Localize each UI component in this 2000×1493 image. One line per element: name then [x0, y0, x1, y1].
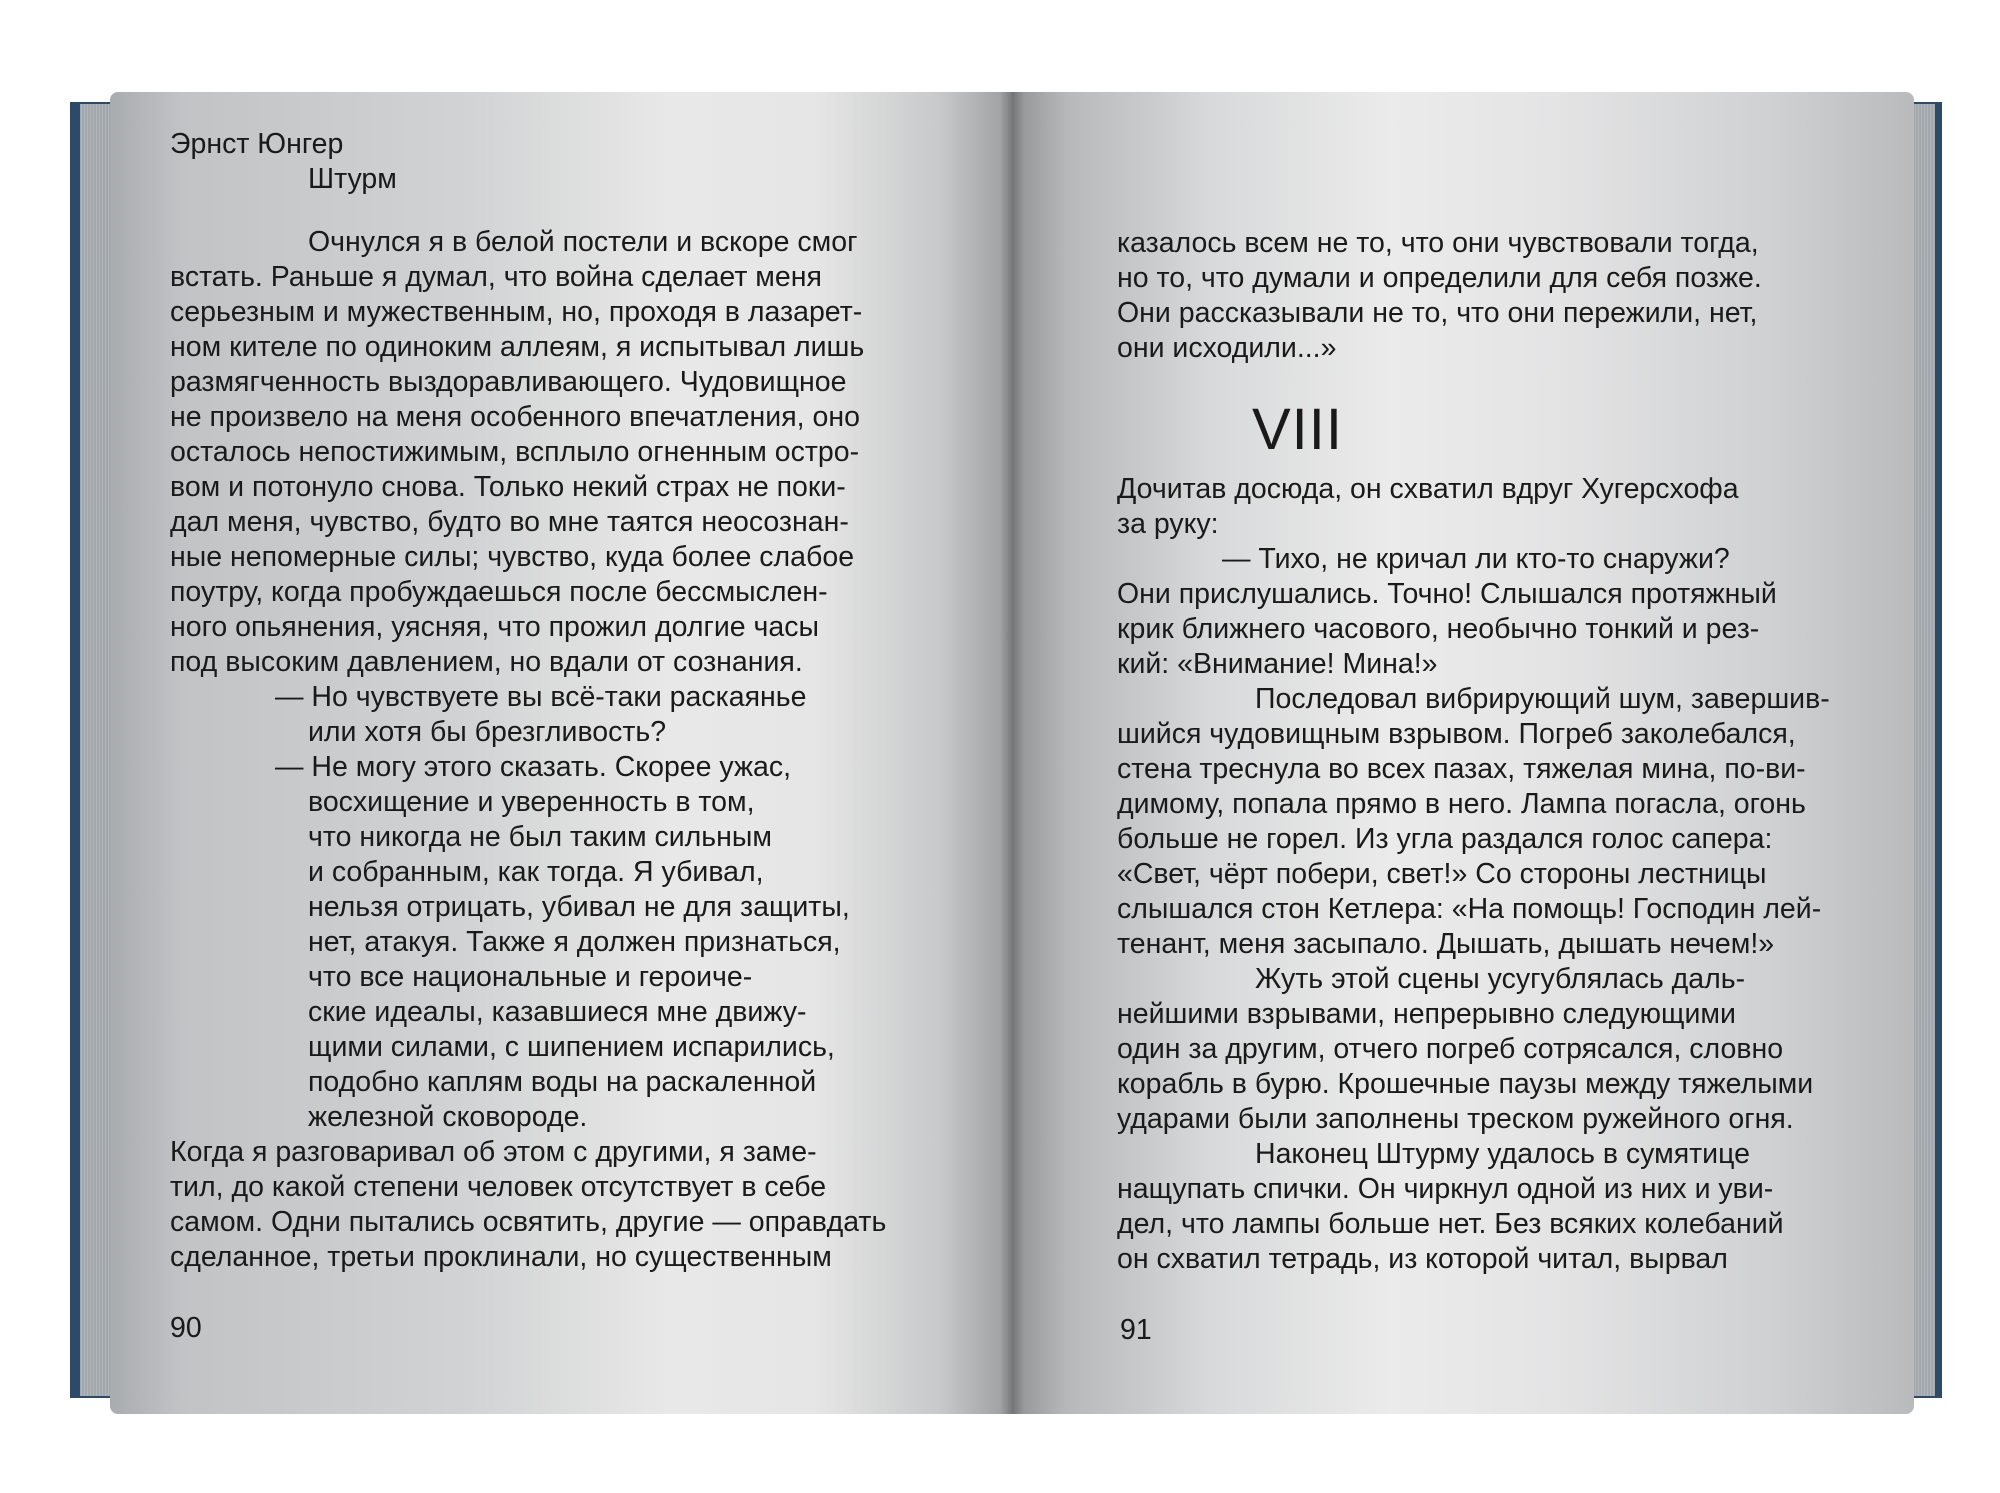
- text-line: вом и потонуло снова. Только некий страх не поки-: [170, 471, 846, 503]
- dialogue-line: — Но чувствуете вы всё-таки раскаянье: [275, 681, 807, 713]
- dialogue-line: щими силами, с шипением испарились,: [308, 1031, 835, 1063]
- text-line: димому, попала прямо в него. Лампа погасла, огонь: [1117, 788, 1806, 820]
- text-line: сделанное, третьи проклинали, но существенным: [170, 1241, 832, 1273]
- dialogue-line: ские идеалы, казавшиеся мне движу-: [308, 996, 807, 1028]
- text-line: Наконец Штурму удалось в сумятице: [1255, 1138, 1750, 1170]
- dialogue-line: — Не могу этого сказать. Скорее ужас,: [275, 751, 792, 783]
- text-line: Последовал вибрирующий шум, завершив-: [1255, 683, 1830, 715]
- text-line: он схватил тетрадь, из которой читал, вырвал: [1117, 1243, 1728, 1275]
- right-page: [1012, 92, 1914, 1414]
- text-line: Дочитав досюда, он схватил вдруг Хугерсхофа: [1117, 473, 1739, 505]
- text-line: стена треснула во всех пазах, тяжелая мина, по-ви-: [1117, 753, 1806, 785]
- dialogue-line: нет, атакуя. Также я должен признаться,: [308, 926, 841, 958]
- page-number-left: 90: [170, 1312, 202, 1344]
- text-line: слышался стон Кетлера: «На помощь! Господин лей-: [1117, 893, 1822, 925]
- dialogue-line: или хотя бы брезгливость?: [308, 716, 667, 748]
- left-body-text: [170, 225, 886, 1275]
- text-line: дал меня, чувство, будто во мне таятся неосознан-: [170, 506, 849, 538]
- text-line: нейшими взрывами, непрерывно следующими: [1117, 998, 1736, 1030]
- dialogue-line: и собранным, как тогда. Я убивал,: [308, 856, 764, 888]
- text-line: Жуть этой сцены усугублялась даль-: [1255, 963, 1746, 995]
- text-line: осталось непостижимым, всплыло огненным остро-: [170, 436, 860, 468]
- text-line: нащупать спички. Он чиркнул одной из них и уви-: [1117, 1173, 1774, 1205]
- text-line: Очнулся я в белой постели и вскоре смог: [308, 226, 858, 258]
- text-line: за руку:: [1117, 508, 1219, 540]
- text-line: ударами были заполнены треском ружейного огня.: [1117, 1103, 1794, 1135]
- running-head-title: Штурм: [308, 163, 397, 195]
- dialogue-line: восхищение и уверенность в том,: [308, 786, 755, 818]
- right-body-text-top: [1117, 226, 1762, 366]
- text-line: ные непомерные силы; чувство, куда более слабое: [170, 541, 855, 573]
- text-line: самом. Одни пытались освятить, другие — оправдать: [170, 1206, 887, 1238]
- text-line: «Свет, чёрт побери, свет!» Со стороны лестницы: [1117, 858, 1767, 890]
- text-line: Они прислушались. Точно! Слышался протяжный: [1117, 578, 1777, 610]
- text-line: поутру, когда пробуждаешься после бессмыслен-: [170, 576, 828, 608]
- running-head-author: Эрнст Юнгер: [170, 128, 344, 160]
- dialogue-line: нельзя отрицать, убивал не для защиты,: [308, 891, 850, 923]
- text-line: шийся чудовищным взрывом. Погреб заколебался,: [1117, 718, 1796, 750]
- left-page: [110, 92, 1012, 1414]
- text-line: тенант, меня засыпало. Дышать, дышать нечем!»: [1117, 928, 1775, 960]
- dialogue-line: железной сковороде.: [308, 1101, 588, 1133]
- text-line: серьезным и мужественным, но, проходя в лазарет-: [170, 296, 863, 328]
- text-line: дел, что лампы больше нет. Без всяких колебаний: [1117, 1208, 1784, 1240]
- text-line: казалось всем не то, что они чувствовали тогда,: [1117, 227, 1759, 259]
- text-line: кий: «Внимание! Мина!»: [1117, 648, 1438, 680]
- text-line: размягченность выздоравливающего. Чудовищное: [170, 366, 847, 398]
- text-line: один за другим, отчего погреб сотрясался, словно: [1117, 1033, 1784, 1065]
- text-line: не произвело на меня особенного впечатления, оно: [170, 401, 860, 433]
- dialogue-line: что никогда не был таким сильным: [308, 821, 772, 853]
- text-line: корабль в бурю. Крошечные паузы между тяжелыми: [1117, 1068, 1814, 1100]
- page-number-right: 91: [1120, 1314, 1152, 1346]
- text-line: тил, до какой степени человек отсутствует в себе: [170, 1171, 827, 1203]
- text-line: встать. Раньше я думал, что война сделает меня: [170, 261, 822, 293]
- text-line: но то, что думали и определили для себя позже.: [1117, 262, 1762, 294]
- dialogue-line: что все национальные и героиче-: [308, 961, 753, 993]
- text-line: ного опьянения, уясняя, что прожил долгие часы: [170, 611, 819, 643]
- book-spine-gutter: [1000, 92, 1024, 1414]
- dialogue-line: подобно каплям воды на раскаленной: [308, 1066, 817, 1098]
- text-line: они исходили...»: [1117, 332, 1337, 364]
- right-body-text: [1117, 472, 1830, 1277]
- dialogue-line: — Тихо, не кричал ли кто-то снаружи?: [1222, 543, 1730, 575]
- text-line: Они рассказывали не то, что они пережили, нет,: [1117, 297, 1758, 329]
- text-line: крик ближнего часового, необычно тонкий и рез-: [1117, 613, 1760, 645]
- text-line: больше не горел. Из угла раздался голос сапера:: [1117, 823, 1773, 855]
- text-line: Когда я разговаривал об этом с другими, я заме-: [170, 1136, 817, 1168]
- chapter-heading: VIII: [1252, 397, 1344, 462]
- text-line: ном кителе по одиноким аллеям, я испытывал лишь: [170, 331, 865, 363]
- text-line: под высоким давлением, но вдали от сознания.: [170, 646, 803, 678]
